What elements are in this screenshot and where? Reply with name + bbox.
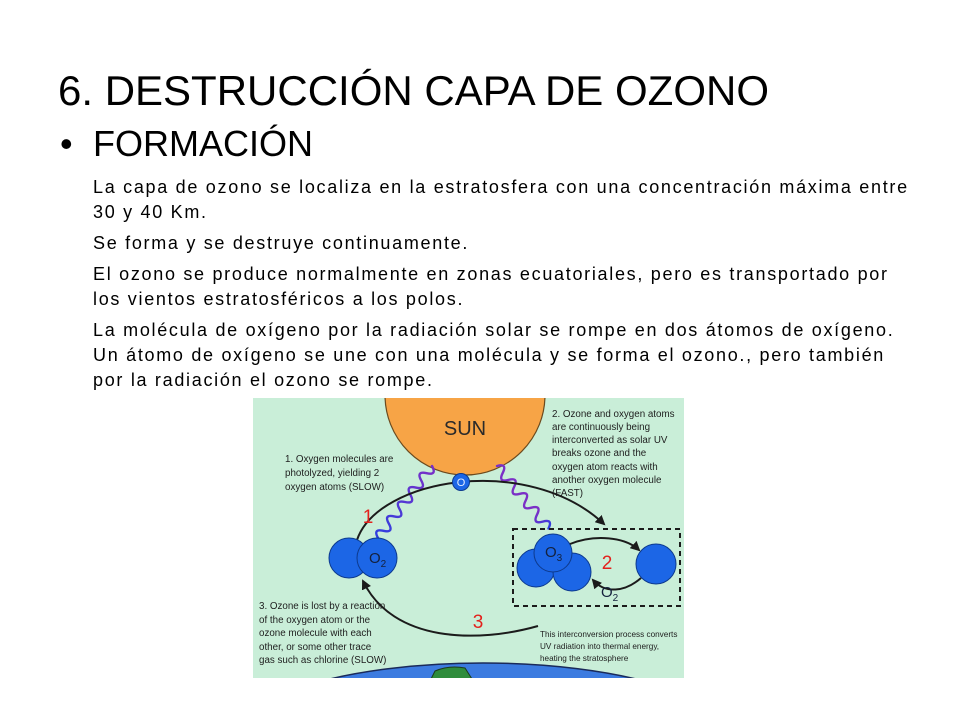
note-line: other, or some other trace [259, 642, 372, 653]
note-line: This interconversion process converts [540, 630, 678, 639]
paragraph-line: por la radiación el ozono se rompe. [93, 370, 434, 390]
note-line: gas such as chlorine (SLOW) [259, 655, 387, 666]
ozone-cycle-diagram [253, 398, 684, 678]
paragraph-line: El ozono se produce normalmente en zonas ecuatoriales, pero es transportado por [93, 264, 889, 284]
paragraph-transport [93, 262, 909, 312]
oxygen-molecule-left [329, 538, 397, 578]
step-number-1: 1 [362, 507, 374, 528]
sun-label: SUN [443, 418, 487, 440]
bullet-marker: • [60, 123, 73, 164]
note-photolysis [285, 454, 394, 493]
formula-subscript: 2 [612, 593, 619, 604]
note-line: breaks ozone and the [552, 448, 647, 459]
note-line: heating the stratosphere [540, 654, 629, 663]
oxygen-atom-label: O [456, 477, 466, 489]
paragraph-location [93, 175, 909, 225]
paragraph-line: La capa de ozono se localiza en la estratosfera con una concentración máxima entre [93, 177, 909, 197]
paragraph-line: La molécula de oxígeno por la radiación solar se rompe en dos átomos de oxígeno. [93, 320, 895, 340]
paragraph-line: 30 y 40 Km. [93, 202, 208, 222]
paragraph-line: Se forma y se destruye continuamente. [93, 233, 470, 253]
note-line: ozone molecule with each [259, 628, 372, 639]
note-line: UV radiation into thermal energy, [540, 642, 660, 651]
note-line: oxygen atoms (SLOW) [285, 482, 385, 493]
oxygen-atom-circle [636, 544, 676, 584]
note-line: oxygen atom reacts with [552, 462, 658, 473]
paragraph-line: Un átomo de oxígeno se une con una molécula y se forma el ozono., pero también [93, 345, 885, 365]
step-number-2: 2 [601, 553, 613, 574]
note-line: photolyzed, yielding 2 [285, 468, 380, 479]
note-line: 2. Ozone and oxygen atoms [552, 409, 675, 420]
note-line: 3. Ozone is lost by a reaction [259, 601, 386, 612]
slide-title: 6. DESTRUCCIÓN CAPA DE OZONO [58, 67, 769, 114]
body-text [93, 175, 909, 399]
note-line: another oxygen molecule [552, 475, 662, 486]
note-line: 1. Oxygen molecules are [285, 454, 394, 465]
formula-symbol: O [601, 584, 613, 601]
formula-symbol: O [545, 544, 557, 561]
note-line: (FAST) [552, 488, 584, 499]
formula-symbol: O [369, 550, 381, 567]
bullet-heading: FORMACIÓN [93, 123, 313, 164]
paragraph-line: los vientos estratosféricos a los polos. [93, 289, 465, 309]
formula-subscript: 2 [380, 559, 387, 570]
note-line: are continuously being [552, 422, 651, 433]
note-line: of the oxygen atom or the [259, 615, 371, 626]
paragraph-cycle [93, 231, 909, 256]
note-line: interconverted as solar UV [552, 435, 668, 446]
step-number-3: 3 [472, 612, 484, 633]
formula-subscript: 3 [556, 553, 563, 564]
note-loss [259, 601, 386, 666]
paragraph-formation [93, 318, 909, 393]
